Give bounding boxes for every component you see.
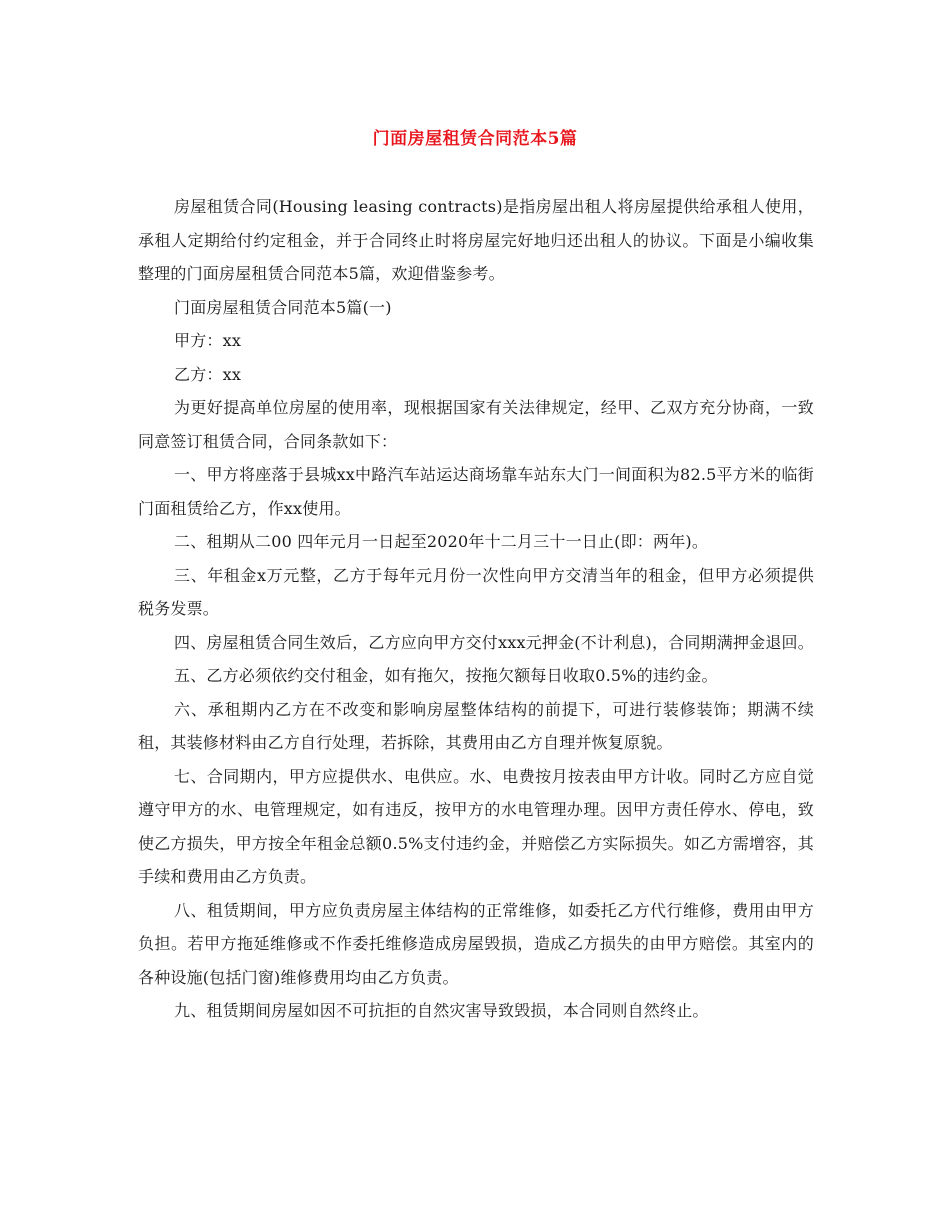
- paragraph-clause-5: 五、乙方必须依约交付租金，如有拖欠，按拖欠额每日收取0.5%的违约金。: [174, 666, 718, 685]
- paragraph-intro: 房屋租赁合同(Housing leasing contracts)是指房屋出租人将房屋提供给承租人使用，承租人定期给付约定租金，并于合同终止时将房屋完好地归还出租人的协议。下面是小编收集整理的门面房屋租赁合同范本5篇，欢迎借鉴参考。: [138, 197, 814, 283]
- paragraph-clause-4: 四、房屋租赁合同生效后，乙方应向甲方交付xxx元押金(不计利息)，合同期满押金退回。: [174, 632, 814, 652]
- paragraph-clause-2: 二、租期从二00 四年元月一日起至2020年十二月三十一日止(即：两年)。: [174, 532, 709, 551]
- paragraph-party-a: 甲方：xx: [174, 331, 242, 350]
- document-body: [138, 190, 814, 1028]
- paragraph-clause-7: 七、合同期内，甲方应提供水、电供应。水、电费按月按表由甲方计收。同时乙方应自觉遵守甲方的水、电管理规定，如有违反，按甲方的水电管理办理。因甲方责任停水、停电，致使乙方损失，甲方按全年租金总额0.5%支付违约金，并赔偿乙方实际损失。如乙方需增容，其手续和费用由乙方负责。: [138, 766, 814, 886]
- paragraph-clause-6: 六、承租期内乙方在不改变和影响房屋整体结构的前提下，可进行装修装饰；期满不续租，其装修材料由乙方自行处理，若拆除，其费用由乙方自理并恢复原貌。: [138, 699, 814, 752]
- paragraph-clause-8: 八、租赁期间，甲方应负责房屋主体结构的正常维修，如委托乙方代行维修，费用由甲方负担。若甲方拖延维修或不作委托维修造成房屋毁损，造成乙方损失的由甲方赔偿。其室内的各种设施(包括门窗)维修费用均由乙方负责。: [138, 900, 814, 987]
- document-title: 门面房屋租赁合同范本5篇: [372, 129, 578, 149]
- paragraph-preamble: 为更好提高单位房屋的使用率，现根据国家有关法律规定，经甲、乙双方充分协商，一致同意签订租赁合同，合同条款如下：: [138, 398, 814, 451]
- paragraph-clause-3: 三、年租金x万元整，乙方于每年元月份一次性向甲方交清当年的租金，但甲方必须提供税务发票。: [138, 565, 814, 618]
- paragraph-clause-9: 九、租赁期间房屋如因不可抗拒的自然灾害导致毁损，本合同则自然终止。: [174, 1001, 709, 1020]
- paragraph-contract-heading: 门面房屋租赁合同范本5篇(一): [174, 297, 392, 317]
- paragraph-clause-1: 一、甲方将座落于县城xx中路汽车站运达商场靠车站东大门一间面积为82.5平方米的临街门面租赁给乙方，作xx使用。: [138, 465, 814, 518]
- paragraph-party-b: 乙方：xx: [174, 364, 242, 384]
